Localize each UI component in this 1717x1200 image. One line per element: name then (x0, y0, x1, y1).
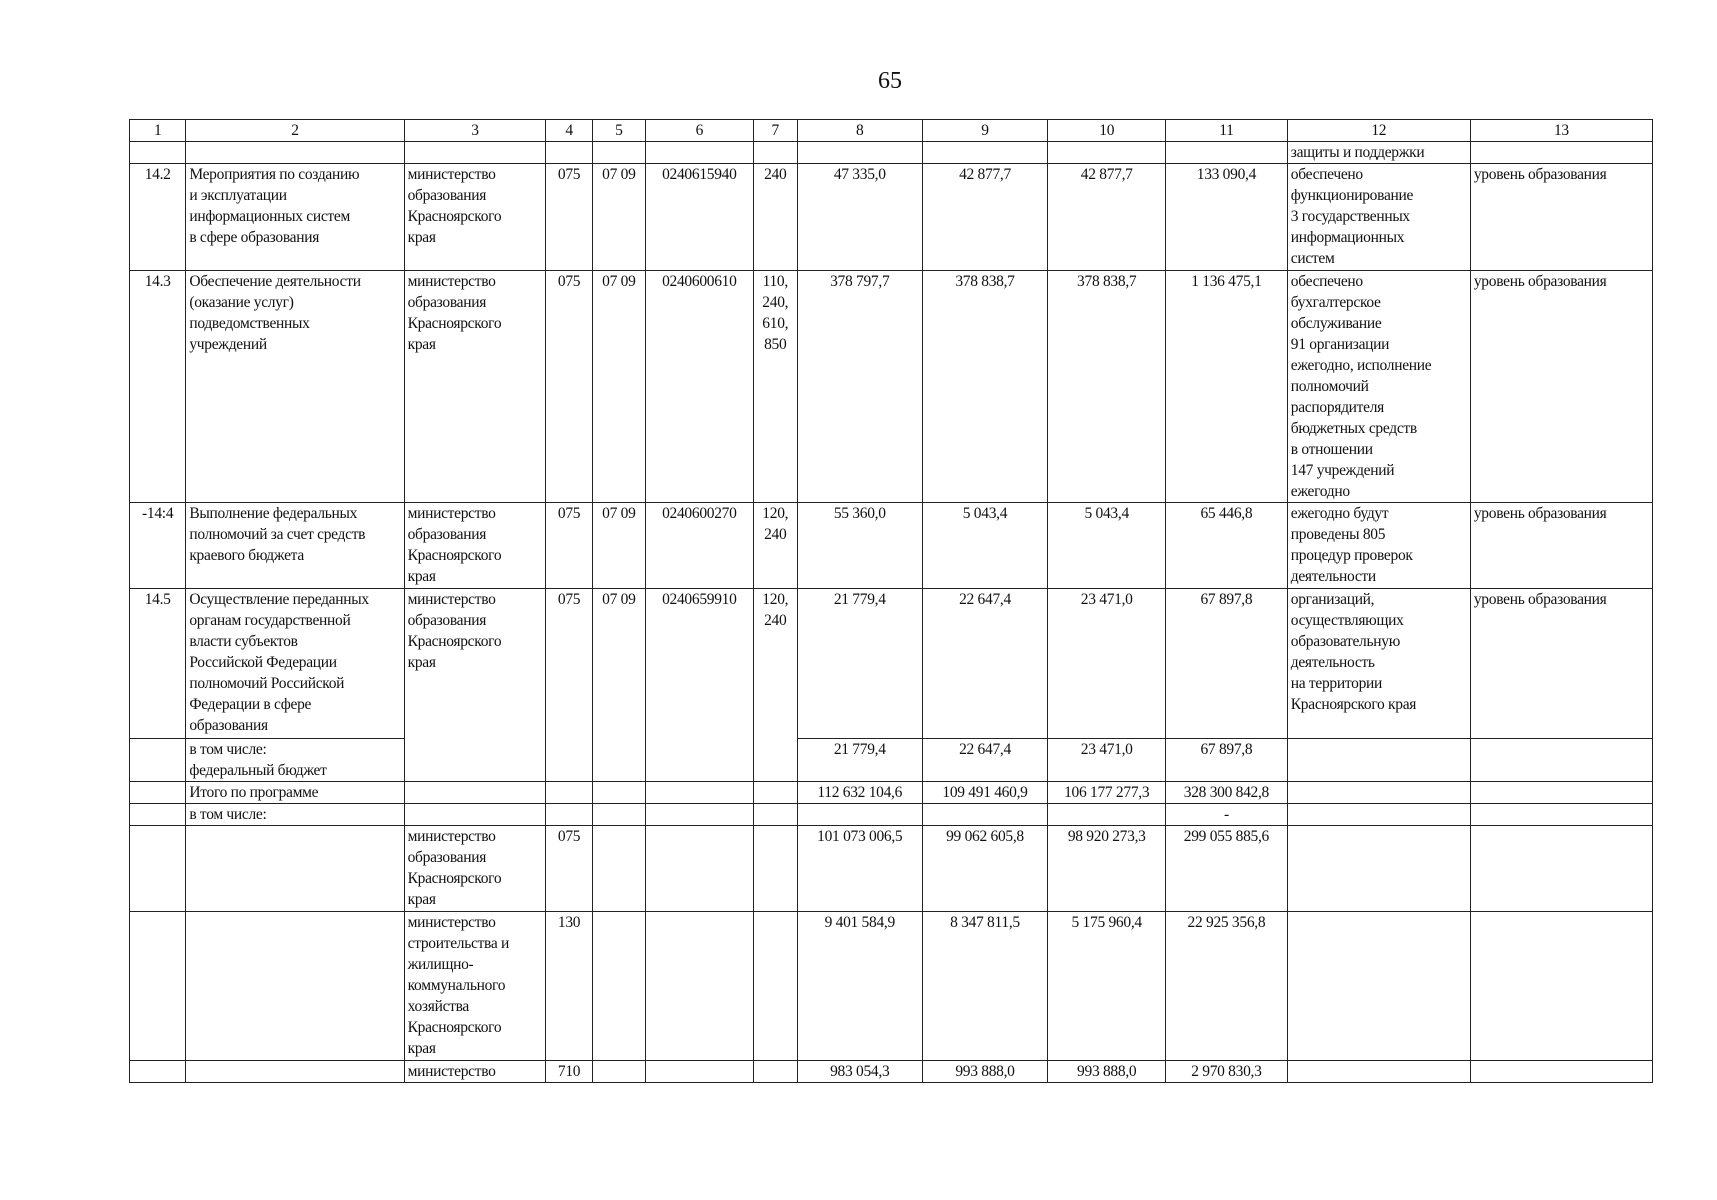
indicator-cell: уровень образования (1470, 271, 1652, 503)
including-label: в том числе: (186, 804, 404, 826)
year3-value: 106 177 277,3 (1048, 782, 1166, 804)
year3-value: 993 888,0 (1048, 1061, 1166, 1083)
year2-value: 5 043,4 (922, 503, 1048, 589)
column-header: 11 (1166, 120, 1288, 142)
ministry-cell: министерство образования Красноярского края (404, 271, 546, 503)
ministry-cell: министерство образования Красноярского края (404, 589, 546, 782)
year2-value: 22 647,4 (922, 739, 1048, 782)
column-header: 13 (1470, 120, 1652, 142)
budget-table (129, 119, 1653, 1083)
measure-name: Выполнение федеральных полномочий за счет средств краевого бюджета (186, 503, 404, 589)
column-header: 7 (753, 120, 797, 142)
grbs-code: 075 (546, 503, 592, 589)
year2-value: 42 877,7 (922, 164, 1048, 271)
column-header: 12 (1287, 120, 1470, 142)
total-value: 2 970 830,3 (1166, 1061, 1288, 1083)
column-header: 3 (404, 120, 546, 142)
grbs-code: 075 (546, 271, 592, 503)
continuation-row (130, 142, 1653, 164)
indicator-cell: уровень образования (1470, 589, 1652, 739)
result-cell: обеспечено бухгалтерское обслуживание 91 организации ежегодно, исполнение полномочий распорядителя бюджетных средств в отношении 147 учреждений ежегодно (1287, 271, 1470, 503)
year2-value: 109 491 460,9 (922, 782, 1048, 804)
year2-value: 99 062 605,8 (922, 826, 1048, 912)
year3-value: 42 877,7 (1048, 164, 1166, 271)
year1-value: 21 779,4 (797, 739, 922, 782)
grbs-code: 075 (546, 589, 592, 782)
program-total-label: Итого по программе (186, 782, 404, 804)
result-cell: защиты и поддержки (1287, 142, 1470, 164)
csr-code: 0240659910 (646, 589, 754, 782)
year1-value: 55 360,0 (797, 503, 922, 589)
vr-code: 240 (753, 164, 797, 271)
year3-value: 378 838,7 (1048, 271, 1166, 503)
year2-value: 8 347 811,5 (922, 912, 1048, 1061)
table-row (130, 271, 1653, 503)
year1-value: 101 073 006,5 (797, 826, 922, 912)
csr-code: 0240600610 (646, 271, 754, 503)
csr-code: 0240615940 (646, 164, 754, 271)
total-value: 328 300 842,8 (1166, 782, 1288, 804)
total-value: 133 090,4 (1166, 164, 1288, 271)
table-row (130, 589, 1653, 739)
ministry-cell: министерство образования Красноярского края (404, 826, 546, 912)
rzpr-code: 07 09 (592, 503, 645, 589)
column-header: 6 (646, 120, 754, 142)
total-value: - (1166, 804, 1288, 826)
year1-value: 47 335,0 (797, 164, 922, 271)
year2-value: 378 838,7 (922, 271, 1048, 503)
vr-code: 110, 240, 610, 850 (753, 271, 797, 503)
grbs-code: 130 (546, 912, 592, 1061)
page-number: 65 (878, 68, 902, 94)
measure-name: Обеспечение деятельности (оказание услуг) подведомственных учреждений (186, 271, 404, 503)
column-header: 5 (592, 120, 645, 142)
row-number: -14:4 (130, 503, 186, 589)
ministry-cell: министерство образования Красноярского края (404, 503, 546, 589)
row-number: 14.2 (130, 164, 186, 271)
year1-value: 983 054,3 (797, 1061, 922, 1083)
row-number: 14.5 (130, 589, 186, 739)
grbs-code: 075 (546, 826, 592, 912)
ministry-row (130, 912, 1653, 1061)
column-header: 8 (797, 120, 922, 142)
including-row (130, 804, 1653, 826)
year1-value: 378 797,7 (797, 271, 922, 503)
column-header: 2 (186, 120, 404, 142)
column-header: 9 (922, 120, 1048, 142)
indicator-cell: уровень образования (1470, 164, 1652, 271)
result-cell: ежегодно будут проведены 805 процедур проверок деятельности (1287, 503, 1470, 589)
total-value: 299 055 885,6 (1166, 826, 1288, 912)
total-value: 1 136 475,1 (1166, 271, 1288, 503)
year3-value: 5 175 960,4 (1048, 912, 1166, 1061)
grbs-code: 710 (546, 1061, 592, 1083)
vr-code: 120, 240 (753, 589, 797, 782)
year3-value: 5 043,4 (1048, 503, 1166, 589)
total-value: 67 897,8 (1166, 589, 1288, 739)
measure-name: Мероприятия по созданию и эксплуатации информационных систем в сфере образования (186, 164, 404, 271)
rzpr-code: 07 09 (592, 164, 645, 271)
year2-value: 993 888,0 (922, 1061, 1048, 1083)
year1-value: 112 632 104,6 (797, 782, 922, 804)
federal-budget-label: в том числе: федеральный бюджет (186, 739, 404, 782)
ministry-row (130, 1061, 1653, 1083)
total-value: 67 897,8 (1166, 739, 1288, 782)
column-header-row (130, 120, 1653, 142)
measure-name: Осуществление переданных органам государственной власти субъектов Российской Федерации полномочий Российской Федерации в сфере образования (186, 589, 404, 739)
column-header: 10 (1048, 120, 1166, 142)
year3-value: 23 471,0 (1048, 739, 1166, 782)
year2-value: 22 647,4 (922, 589, 1048, 739)
total-value: 22 925 356,8 (1166, 912, 1288, 1061)
rzpr-code: 07 09 (592, 271, 645, 503)
csr-code: 0240600270 (646, 503, 754, 589)
table-row (130, 503, 1653, 589)
column-header: 1 (130, 120, 186, 142)
vr-code: 120, 240 (753, 503, 797, 589)
year3-value: 23 471,0 (1048, 589, 1166, 739)
year3-value: 98 920 273,3 (1048, 826, 1166, 912)
federal-budget-row (130, 739, 1653, 782)
ministry-row (130, 826, 1653, 912)
ministry-cell: министерство (404, 1061, 546, 1083)
total-value: 65 446,8 (1166, 503, 1288, 589)
result-cell: обеспечено функционирование 3 государственных информационных систем (1287, 164, 1470, 271)
row-number: 14.3 (130, 271, 186, 503)
table-row (130, 164, 1653, 271)
indicator-cell: уровень образования (1470, 503, 1652, 589)
result-cell: организаций, осуществляющих образовательную деятельность на территории Красноярского края (1287, 589, 1470, 739)
ministry-cell: министерство образования Красноярского края (404, 164, 546, 271)
ministry-cell: министерство строительства и жилищно- коммунального хозяйства Красноярского края (404, 912, 546, 1061)
year1-value: 9 401 584,9 (797, 912, 922, 1061)
column-header: 4 (546, 120, 592, 142)
rzpr-code: 07 09 (592, 589, 645, 782)
year1-value: 21 779,4 (797, 589, 922, 739)
grbs-code: 075 (546, 164, 592, 271)
program-total-row (130, 782, 1653, 804)
